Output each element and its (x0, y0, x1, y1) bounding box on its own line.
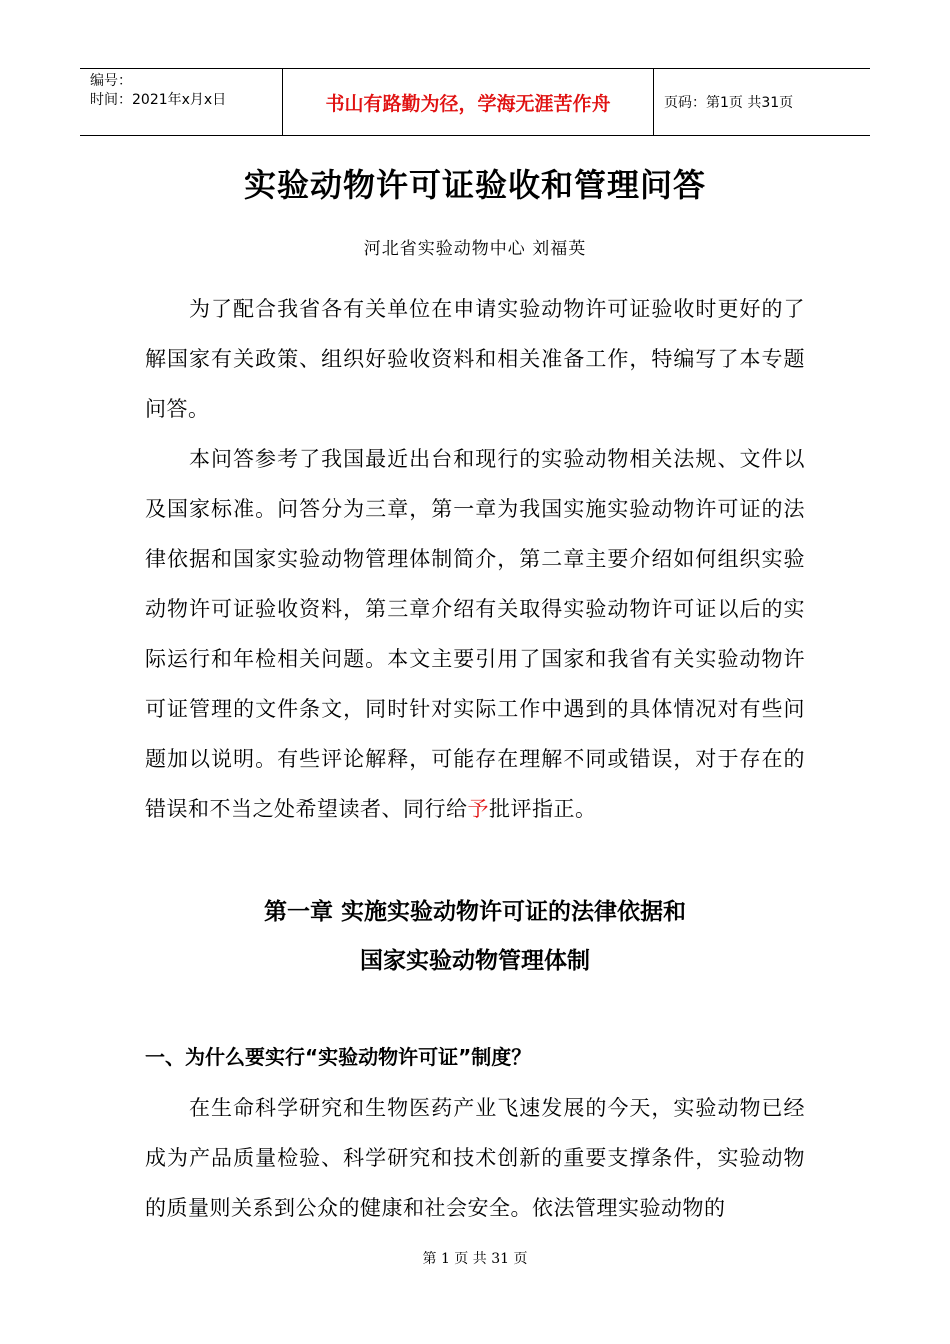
header-table (80, 68, 870, 136)
section-paragraph: 在生命科学研究和生物医药产业飞速发展的今天，实验动物已经成为产品质量检验、科学研究和技术创新的重要支撑条件，实验动物的质量则关系到公众的健康和社会安全。依法管理实验动物的 (145, 1096, 805, 1220)
document-author: 河北省实验动物中心 刘福英 (363, 239, 587, 259)
intro-paragraph-2 (145, 434, 805, 834)
paragraph2-text: 本问答参考了我国最近出台和现行的实验动物相关法规、文件以及国家标准。问答分为三章，第一章为我国实施实验动物许可证的法律依据和国家实验动物管理体制简介，第二章主要介绍如何组织实验动物许可证验收资料，第三章介绍有关取得实验动物许可证以后的实际运行和年检相关问题。本文主要引用了国家和我省有关实验动物许可证管理的文件条文，同时针对实际工作中遇到的具体情况对有些问题加以说明。有些评论解释，可能存在理解不同或错误，对于存在的错误和不当之处希望读者、同行给 (145, 447, 805, 821)
chapter-heading-line2: 国家实验动物管理体制 (360, 948, 590, 974)
time-label: 时间：2021年x月x日 (90, 92, 227, 108)
chapter-heading-line1: 第一章 实施实验动物许可证的法律依据和 (263, 899, 686, 925)
number-label: 编号： (90, 73, 132, 89)
header-page-info: 页码：第1页 共31页 (664, 95, 794, 111)
header-left-cell (80, 69, 282, 135)
section-heading: 一、为什么要实行“实验动物许可证”制度？ (145, 1045, 532, 1069)
page-footer: 第 1 页 共 31 页 (422, 1251, 528, 1267)
document-title: 实验动物许可证验收和管理问答 (243, 166, 706, 204)
paragraph2-end: 批评指正。 (489, 797, 597, 821)
header-motto: 书山有路勤为径，学海无涯苦作舟 (282, 69, 654, 135)
highlighted-char: 予 (467, 797, 489, 821)
intro-paragraph-1: 为了配合我省各有关单位在申请实验动物许可证验收时更好的了解国家有关政策、组织好验收资料和相关准备工作，特编写了本专题问答。 (145, 297, 805, 421)
